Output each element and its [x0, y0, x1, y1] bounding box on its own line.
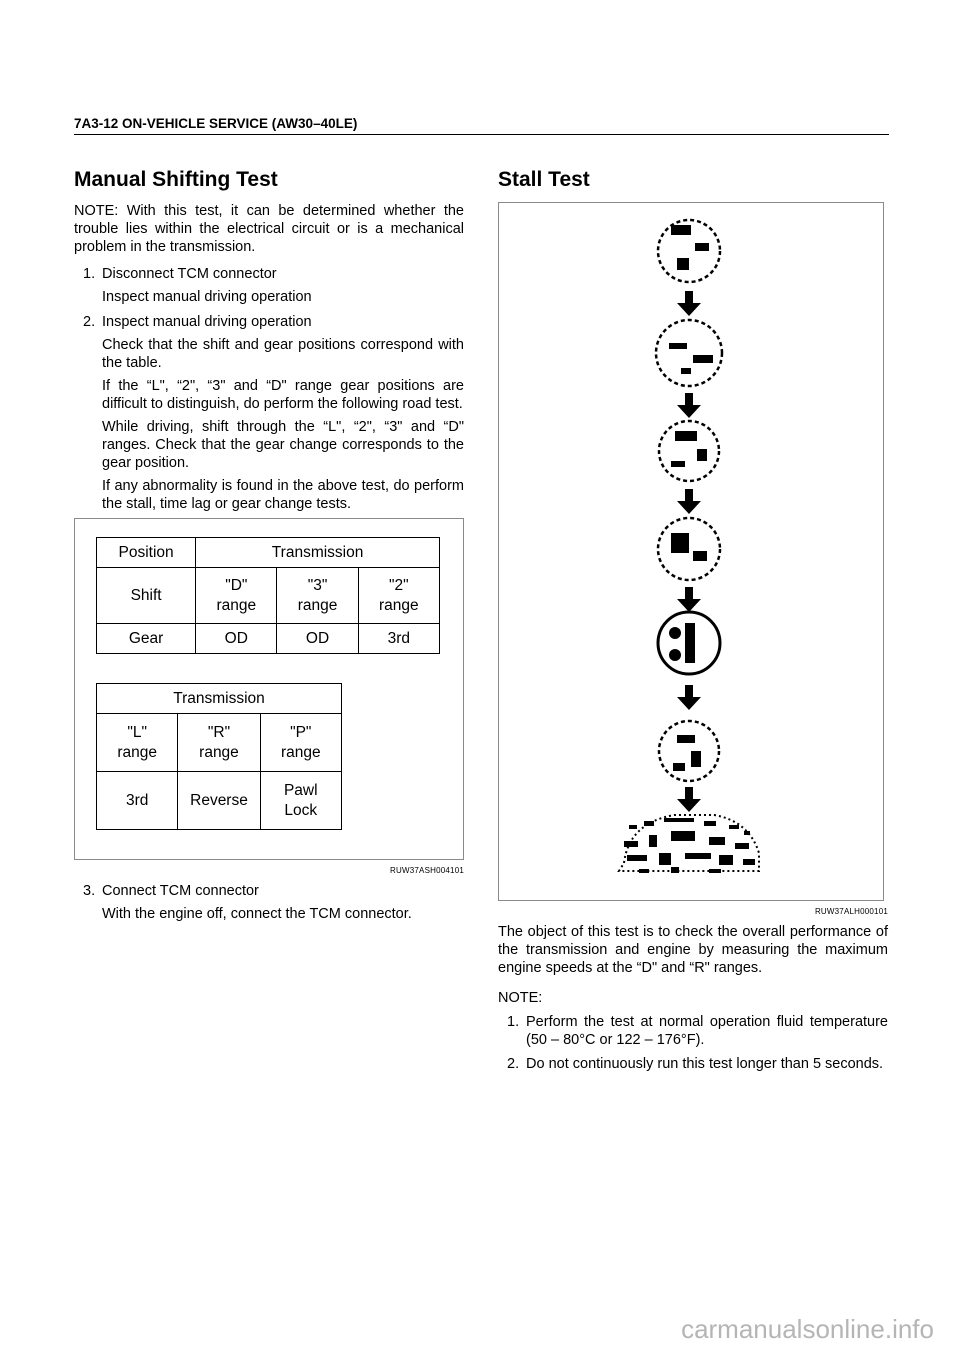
stall-note-1 [498, 1013, 888, 1049]
step-number: 1. [83, 266, 96, 282]
stall-test-heading: Stall Test [498, 168, 590, 191]
range-l: "L" range [97, 714, 178, 772]
step-text: Check that the shift and gear positions correspond with the table. [102, 337, 464, 371]
transmission-header: Transmission [196, 538, 440, 568]
shift-table-figure [74, 518, 464, 860]
stall-procedure-illustration [499, 203, 883, 900]
stall-notes [498, 989, 888, 1073]
step-number: 2. [83, 314, 96, 330]
step-illustration-6-icon [659, 721, 719, 781]
stall-figure-caption: RUW37ALH000101 [814, 907, 888, 916]
step-3 [74, 882, 464, 923]
range-p: "P" range [260, 714, 341, 772]
step-text: If any abnormality is found in the above test, do perform the stall, time lag or gear change tests. [102, 478, 464, 512]
shift-label: Shift [97, 568, 196, 624]
note-text: Do not continuously run this test longer than 5 seconds. [526, 1056, 884, 1072]
shift-gear-table [96, 537, 440, 654]
transmission-table-2 [96, 683, 342, 830]
right-column [498, 166, 888, 1078]
vehicle-icon [624, 818, 755, 873]
step-illustration-3-icon [659, 421, 719, 481]
step-text: While driving, shift through the “L", “2", “3" and “D" ranges. Check that the gear change corresponds to the gear position. [102, 419, 464, 471]
manual-shifting-heading: Manual Shifting Test [74, 168, 278, 191]
range-r: "R" range [178, 714, 260, 772]
step-number: 3. [83, 883, 96, 899]
range-d: "D" range [196, 568, 277, 624]
step-text: With the engine off, connect the TCM connector. [102, 906, 412, 922]
gear-r: Reverse [178, 772, 260, 830]
gear-3: OD [277, 624, 358, 654]
range-2: "2" range [358, 568, 439, 624]
position-header: Position [97, 538, 196, 568]
stall-test-figure [498, 202, 884, 901]
stall-note-label: NOTE: [498, 990, 543, 1006]
note-number: 2. [507, 1056, 520, 1072]
step-text: Inspect manual driving operation [102, 314, 312, 330]
step-1 [74, 265, 464, 306]
transmission-header-2: Transmission [97, 684, 342, 714]
step-illustration-2-icon [656, 320, 722, 386]
range-3: "3" range [277, 568, 358, 624]
manual-shifting-note: NOTE: With this test, it can be determined whether the trouble lies within the electrical circuit or is a mechanical problem in the transmission. [74, 203, 464, 255]
gear-d: OD [196, 624, 277, 654]
stall-test-description: The object of this test is to check the overall performance of the transmission and engine by measuring the maximum engine speeds at the “D" and “R" ranges. [498, 924, 888, 976]
gear-l: 3rd [97, 772, 178, 830]
note-text: Perform the test at normal operation fluid temperature (50 – 80°C or 122 – 176°F). [526, 1014, 888, 1048]
header-rule [74, 134, 889, 135]
header-title: 7A3-12 ON-VEHICLE SERVICE (AW30–40LE) [74, 116, 358, 131]
step-text: Connect TCM connector [102, 883, 259, 899]
shift-figure-caption: RUW37ASH004101 [390, 866, 464, 875]
step-text: Inspect manual driving operation [102, 289, 312, 305]
gear-2: 3rd [358, 624, 439, 654]
step-text: Disconnect TCM connector [102, 266, 277, 282]
step-text: If the “L", “2", “3" and “D" range gear positions are difficult to distinguish, do perform the following road test. [102, 378, 464, 412]
gear-p: Pawl Lock [260, 772, 341, 830]
left-column [74, 166, 464, 928]
step-2 [74, 313, 464, 513]
note-number: 1. [507, 1014, 520, 1030]
gear-label: Gear [97, 624, 196, 654]
stall-note-2 [498, 1055, 888, 1073]
watermark: carmanualsonline.info [681, 1314, 934, 1344]
